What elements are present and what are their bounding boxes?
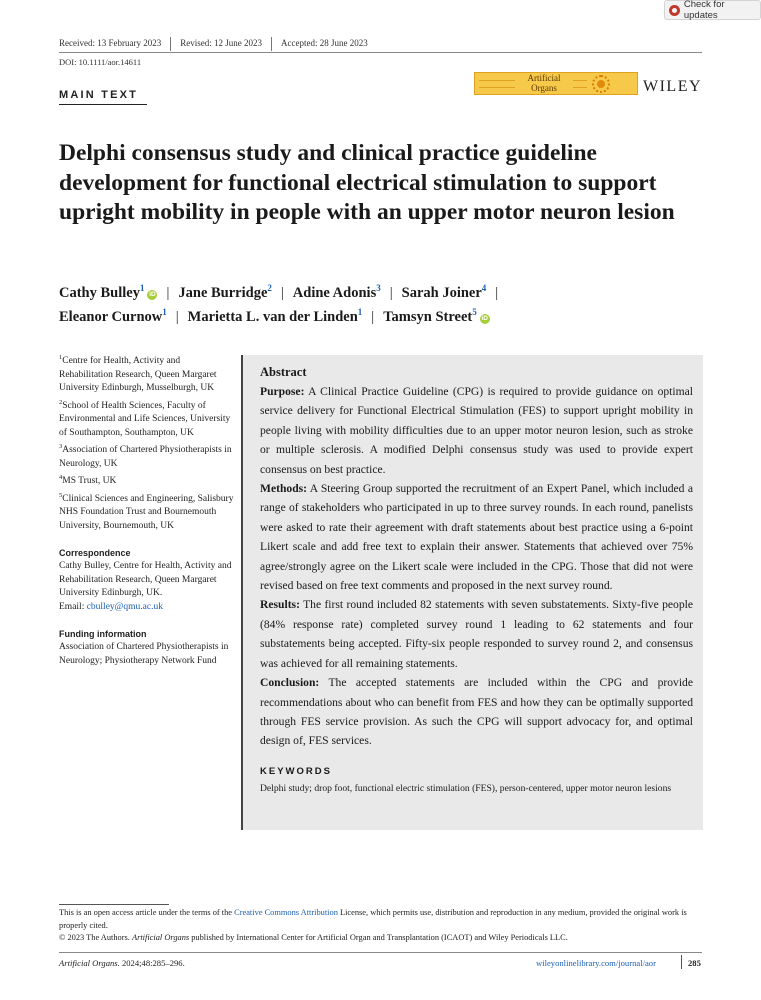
author-separator: | — [175, 308, 179, 325]
results-label: Results: — [260, 598, 300, 612]
citation-journal: Artificial Organs. — [59, 958, 120, 968]
affiliation — [59, 475, 234, 489]
author-adine-adonis[interactable] — [293, 282, 381, 306]
footnote-divider — [59, 904, 169, 905]
copyright-line — [59, 932, 701, 945]
affiliation — [59, 400, 234, 441]
abstract-conclusion — [260, 673, 693, 751]
correspondence-email-row — [59, 601, 234, 615]
copyright-post: published by International Center for Artificial Organ and Transplantation (ICAOT) and Wiley Periodicals LLC. — [189, 933, 568, 942]
author-eleanor-curnow[interactable] — [59, 306, 167, 330]
journal-logo-text — [519, 74, 569, 93]
conclusion-label: Conclusion: — [260, 676, 320, 690]
author-jane-burridge[interactable] — [178, 282, 272, 306]
abstract-methods — [260, 479, 693, 595]
author-affiliation-ref[interactable]: 1 — [162, 306, 167, 317]
logo-stripes-left — [479, 80, 515, 88]
journal-citation — [59, 958, 185, 968]
affiliation-text: School of Health Sciences, Faculty of Environmental and Life Sciences, University of Southampton, Southampton, UK — [59, 400, 231, 438]
funding-text: Association of Chartered Physiotherapists in Neurology; Physiotherapy Network Fund — [59, 642, 229, 666]
license-notice — [59, 907, 701, 945]
author-affiliation-ref[interactable]: 1 — [357, 306, 363, 317]
page-number: 285 — [688, 958, 701, 968]
author-affiliation-ref[interactable]: 2 — [267, 283, 272, 294]
revised-date: Revised: 12 June 2023 — [180, 37, 272, 51]
creative-commons-link[interactable]: Creative Commons Attribution — [234, 908, 338, 917]
journal-logo-line1: Artificial — [527, 73, 561, 83]
methods-label: Methods: — [260, 482, 308, 496]
journal-url-link[interactable]: wileyonlinelibrary.com/journal/aor — [536, 958, 656, 968]
keywords-text: Delphi study; drop foot, functional electric stimulation (FES), person-centered, upper motor neuron lesions — [260, 782, 672, 794]
purpose-text: A Clinical Practice Guideline (CPG) is required to provide guidance on optimal service delivery for Functional Electrical Stimulation (FES) to support upright mobility in people living with mobility difficulties due to an upper motor neuron lesion, such as stroke or multiple sclerosis. A modified Delphi consensus study was used to provide expert consensus on best practice. — [260, 385, 693, 476]
author-separator: | — [389, 285, 393, 301]
license-text-pre: This is an open access article under the terms of the — [59, 908, 235, 917]
author-affiliation-ref[interactable]: 4 — [481, 283, 487, 294]
citation-details: 2024;48:285–296. — [119, 958, 185, 968]
sidebar-info — [59, 355, 234, 668]
affiliation-text: MS Trust, UK — [62, 476, 117, 486]
results-text: The first round included 82 statements with seven substatements. Sixty-five people (84% response rate) completed survey round 1 leading to 62 statements and four substatements being accepted. Fifty-six people responded to survey round 2, and consensus was achieved for all remaining statements. — [260, 598, 693, 670]
logo-stripes-right — [573, 80, 587, 88]
publisher-logo[interactable]: WILEY — [643, 78, 703, 95]
article-title: Delphi consensus study and clinical practice guideline development for functional electrical stimulation to support upright mobility in people with an upper motor neuron lesion — [59, 140, 675, 225]
author-separator: | — [371, 308, 375, 325]
email-label: Email: — [59, 601, 85, 612]
author-name: Jane Burridge — [178, 285, 268, 301]
license-text-post: License, which permits use, distribution and reproduction in any medium, provided the original work is properly cited. — [59, 908, 687, 930]
journal-logo-line2: Organs — [531, 82, 557, 93]
affiliation — [59, 493, 234, 534]
affiliation-text: Clinical Sciences and Engineering, Salisbury NHS Foundation Trust and Bournemouth University, Bournemouth, UK — [59, 493, 234, 531]
correspondence-text: Cathy Bulley, Centre for Health, Activity and Rehabilitation Research, Queen Margaret University Edinburgh, UK. — [59, 561, 232, 598]
section-label: MAIN TEXT — [59, 89, 139, 101]
correspondence-heading: Correspondence — [59, 548, 131, 558]
page-separator — [681, 955, 682, 969]
author-sarah-joiner[interactable] — [402, 282, 487, 306]
author-list — [59, 282, 699, 329]
journal-logo[interactable] — [474, 72, 638, 95]
orcid-icon[interactable]: iD — [149, 291, 156, 298]
abstract-results — [260, 595, 693, 673]
affiliation-number: 3 — [59, 442, 63, 450]
received-date: Received: 13 February 2023 — [59, 37, 171, 51]
doi: DOI: 10.1111/aor.14611 — [59, 57, 142, 67]
affiliation-number: 2 — [59, 398, 63, 406]
abstract-heading: Abstract — [260, 365, 307, 379]
keywords-heading: KEYWORDS — [260, 765, 332, 777]
orcid-icon[interactable]: iD — [481, 314, 488, 322]
footer-divider — [59, 952, 702, 953]
license-line — [59, 907, 701, 932]
author-separator: | — [280, 285, 284, 301]
check-for-updates-label: Check for updates — [683, 0, 725, 21]
funding-heading: Funding information — [59, 629, 147, 639]
author-separator: | — [495, 285, 499, 301]
affiliation-text: Centre for Health, Activity and Rehabilitation Research, Queen Margaret University Edinburgh, Musselburgh, UK — [59, 356, 217, 393]
author-name: Marietta L. van der Linden — [187, 308, 358, 325]
article-dates — [59, 37, 386, 51]
author-name: Sarah Joiner — [401, 285, 482, 301]
methods-text: A Steering Group supported the recruitment of an Expert Panel, which included a range of stakeholders who participated in up to three survey rounds. In each round, panelists were asked to rate their agreement with draft statements about best practice using a 6-point Likert scale and add free text to explain their answer. Statements that achieved over 75% agree/strongly agree on the Likert scale were included in the CPG. Those that did not were revised based on free text comments and proposed in the next survey round. — [260, 482, 693, 593]
author-affiliation-ref[interactable]: 5 — [472, 306, 477, 317]
author-name: Adine Adonis — [292, 285, 377, 301]
copyright-journal: Artificial Organs — [131, 933, 190, 942]
author-separator: | — [166, 285, 170, 301]
affiliation-text: Association of Chartered Physiotherapists in Neurology, UK — [59, 445, 232, 469]
crossmark-icon — [669, 5, 680, 16]
affiliation-number: 1 — [59, 353, 63, 361]
author-name: Tamsyn Street — [383, 308, 473, 325]
conclusion-text: The accepted statements are included within the CPG and provide recommendations about who can benefit from FES and how they can be optimally supported through FES service provision. As such the CPG will support advocacy for, and optimal design of, FES services. — [260, 676, 693, 748]
author-affiliation-ref[interactable]: 3 — [376, 283, 381, 294]
abstract-box — [241, 355, 703, 830]
purpose-label: Purpose: — [260, 385, 305, 398]
abstract-purpose — [260, 382, 693, 479]
copyright-pre: © 2023 The Authors. — [59, 933, 132, 942]
affiliation — [59, 444, 234, 471]
author-name: Eleanor Curnow — [59, 308, 163, 325]
author-name: Cathy Bulley — [59, 285, 140, 301]
accepted-date: Accepted: 28 June 2023 — [280, 38, 368, 48]
check-for-updates-button[interactable] — [664, 0, 761, 20]
email-link[interactable]: cbulley@qmu.ac.uk — [86, 601, 163, 612]
top-divider — [59, 52, 702, 53]
sun-icon — [592, 75, 610, 93]
section-underline — [59, 104, 147, 105]
author-tamsyn-street[interactable] — [383, 306, 490, 330]
affiliation-number: 5 — [59, 491, 63, 499]
author-affiliation-ref[interactable]: 1 — [139, 283, 145, 294]
author-marietta-van-der-linden[interactable] — [188, 306, 363, 330]
affiliation-number: 4 — [59, 473, 63, 481]
affiliation — [59, 355, 234, 396]
author-cathy-bulley[interactable] — [59, 282, 157, 306]
